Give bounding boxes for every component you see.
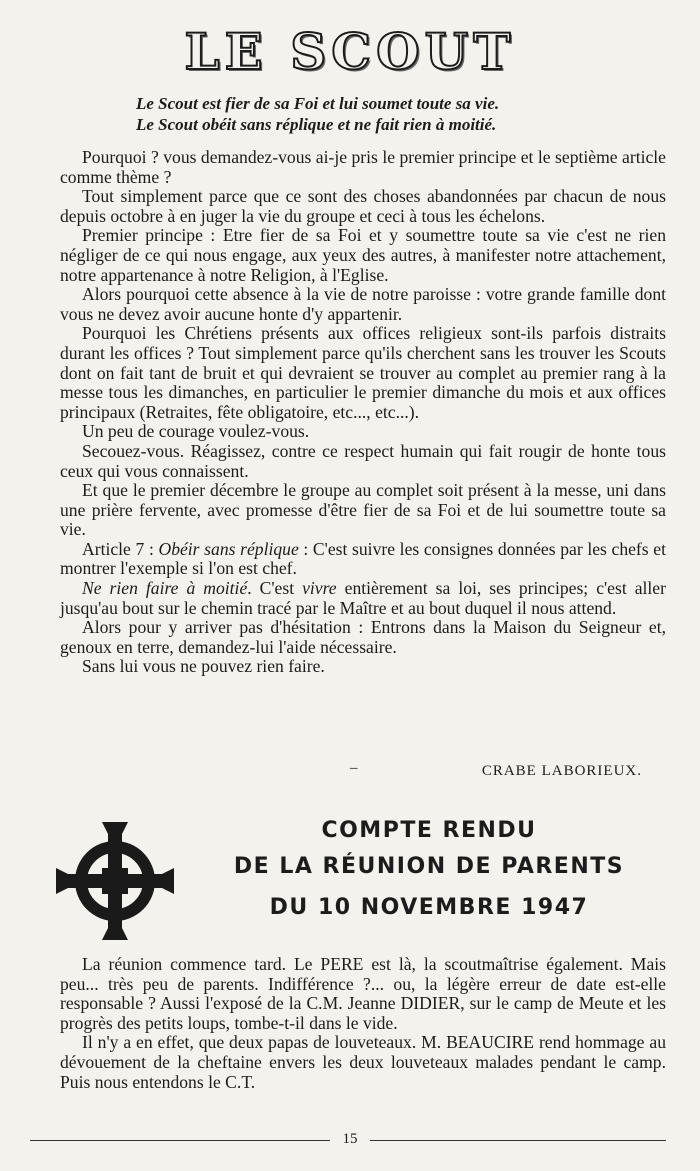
article-paragraph-2: Tout simplement parce que ce sont des choses abandonnées par chacun de nous depuis octobre à en juger la vie du groupe et ceci à tous les échelons. bbox=[60, 186, 666, 226]
article-7-label: Article 7 : bbox=[82, 538, 159, 559]
article-paragraph-9 bbox=[60, 540, 666, 579]
report-heading-line-2: DE LA RÉUNION DE PARENTS bbox=[233, 854, 625, 879]
article-title: LE SCOUT bbox=[184, 22, 516, 81]
article-paragraph-10 bbox=[60, 579, 666, 618]
moitie-emphasis: Ne rien faire à moitié bbox=[82, 578, 248, 599]
article-paragraph-6: Un peu de courage voulez-vous. bbox=[82, 421, 310, 442]
report-paragraph-1: La réunion commence tard. Le PERE est là, la scoutmaîtrise également. Mais peu... très peu de parents. Indifférence ?... ou, la légère erreur de date est-elle responsable ? Aussi l'exposé de la C.M. Jeanne DIDIER, sur le camp de Meute et les progrès des petits loups, tombe-t-il dans le vide. bbox=[60, 954, 666, 1033]
signature-dash: – bbox=[350, 760, 358, 776]
report-heading-line-1: COMPTE RENDU bbox=[321, 818, 537, 843]
article-paragraph-3: Premier principe : Etre fier de sa Foi et y soumettre toute sa vie c'est ne rien négliger de ce qui nous engage, aux yeux des autres, à manifester notre attachement, notre appartenance à notre Religion, à l'Eglise. bbox=[60, 225, 666, 285]
scout-cross-icon bbox=[52, 818, 178, 944]
vivre-emphasis: vivre bbox=[302, 578, 337, 599]
footer-rule-right bbox=[370, 1140, 666, 1141]
article-paragraph-4: Alors pourquoi cette absence à la vie de notre paroisse : votre grande famille dont vous ne devez avoir aucune honte d'y appartenir. bbox=[60, 284, 666, 324]
moitie-text-1: . C'est bbox=[247, 578, 303, 599]
article-paragraph-7: Secouez-vous. Réagissez, contre ce respect humain qui fait rougir de honte tous ceux qui vous connaissent. bbox=[60, 440, 666, 481]
article-paragraph-11: Alors pour y arriver pas d'hésitation : Entrons dans la Maison du Seigneur et, genoux en terre, demandez-lui l'aide nécessaire. bbox=[60, 617, 666, 657]
footer-rule-left bbox=[30, 1140, 330, 1141]
article-7-text: : C'est suivre les consignes données par les chefs et montrer l'exemple si l'on est chef. bbox=[60, 538, 666, 579]
article-7-emphasis: Obéir sans réplique bbox=[158, 538, 299, 559]
report-body bbox=[60, 955, 666, 1092]
article-signature: CRABE LABORIEUX. bbox=[481, 763, 642, 779]
article-body bbox=[60, 148, 666, 677]
motto-line-2: Le Scout obéit sans réplique et ne fait rien à moitié. bbox=[136, 115, 497, 134]
report-paragraph-2: Il n'y a en effet, que deux papas de louveteaux. M. BEAUCIRE rend hommage au dévouement de la cheftaine envers les deux louveteaux malades pendant le camp. Puis nous entendons le C.T. bbox=[60, 1032, 666, 1092]
moitie-text-2: entièrement sa loi, ses principes; c'est aller jusqu'au bout sur le chemin tracé par le Maître et au bout duquel il nous attend. bbox=[60, 578, 666, 618]
article-paragraph-8: Et que le premier décembre le groupe au complet soit présent à la messe, uni dans une prière fervente, avec promesse d'être fier de sa Foi et de lui soumettre toute sa vie. bbox=[60, 480, 666, 540]
article-paragraph-12: Sans lui vous ne pouvez rien faire. bbox=[82, 656, 325, 677]
report-heading-line-3: DU 10 NOVEMBRE 1947 bbox=[269, 895, 589, 920]
motto-line-1: Le Scout est fier de sa Foi et lui soumet toute sa vie. bbox=[136, 94, 500, 113]
article-paragraph-5: Pourquoi les Chrétiens présents aux offices religieux sont-ils parfois distraits durant les offices ? Tout simplement parce qu'ils cherchent sans les trouver les Scouts dont on fait tant de bruit et qui devraient se trouver au complet au premier rang à la messe tous les dimanches, en particulier le premier dimanche du mois et aux offices principaux (Retraites, fête obligatoire, etc..., etc...). bbox=[60, 323, 666, 422]
article-paragraph-1: Pourquoi ? vous demandez-vous ai-je pris le premier principe et le septième article comme thème ? bbox=[60, 147, 666, 187]
page-number: 15 bbox=[342, 1131, 358, 1147]
